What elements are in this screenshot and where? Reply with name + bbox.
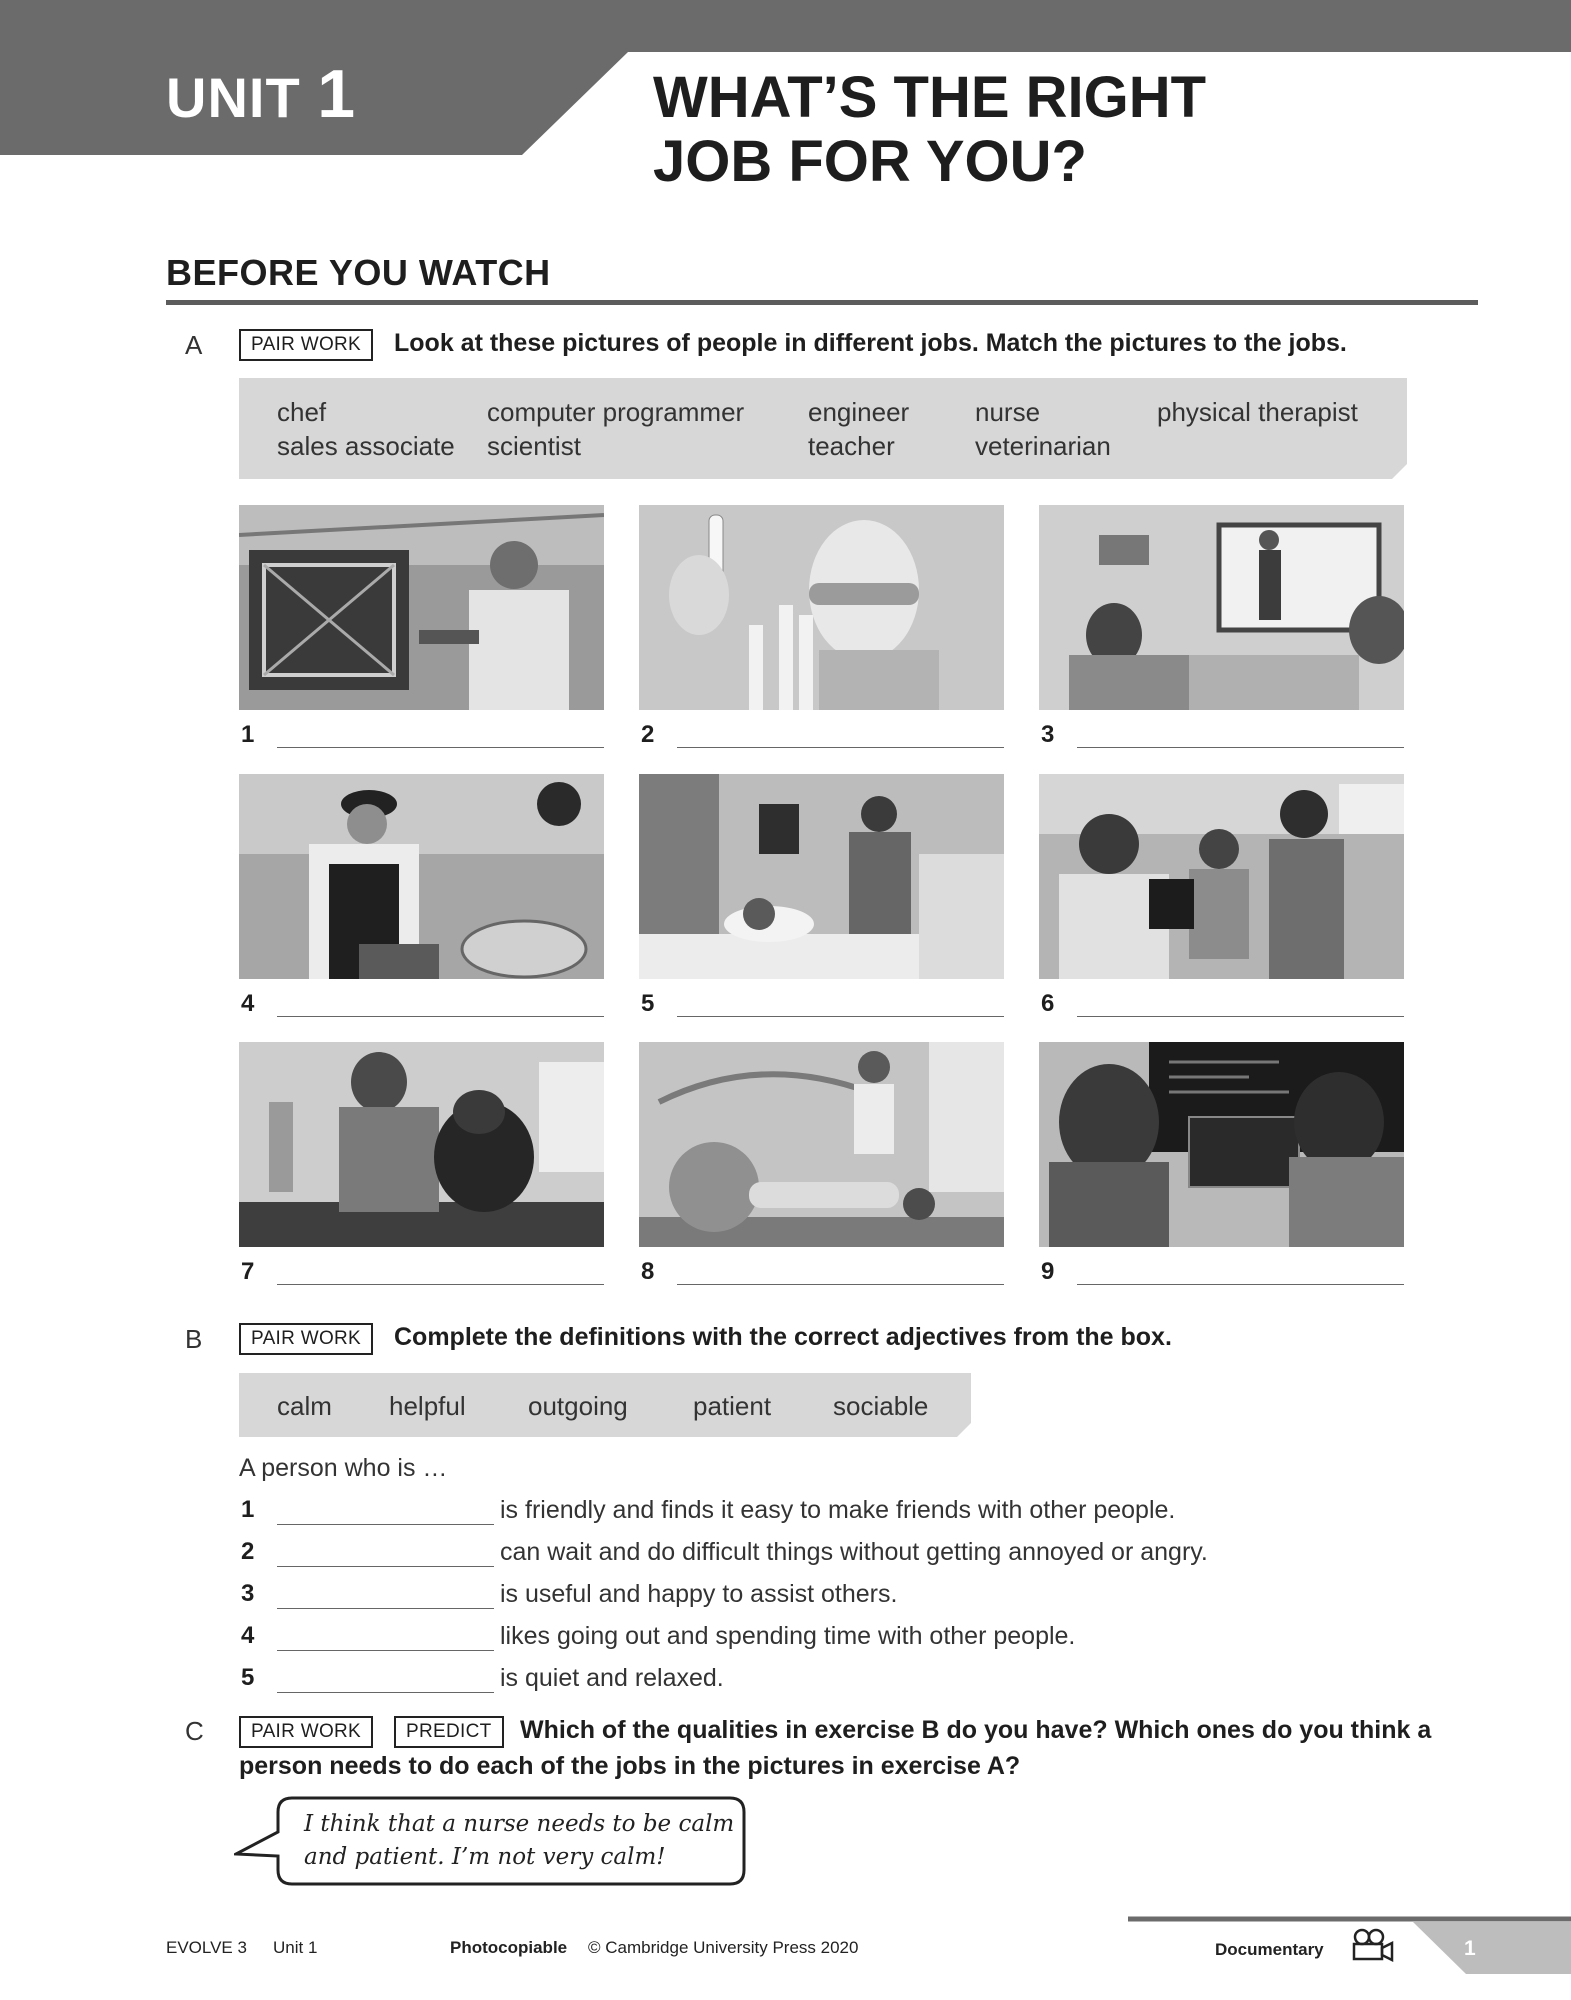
word-box-item: veterinarian [975, 431, 1111, 461]
photo-number: 6 [1041, 990, 1055, 1017]
adjective-outgoing: outgoing [528, 1391, 628, 1421]
speech-bubble-line1: I think that a nurse needs to be calm [304, 1811, 735, 1837]
section-title: BEFORE YOU WATCH [166, 252, 551, 293]
photo-engineer [239, 505, 604, 710]
photo-teacher [1039, 505, 1404, 710]
exercise-a-pair-work-tag: PAIR WORK [239, 329, 373, 361]
photo-number: 4 [241, 990, 255, 1017]
photo-nurse [639, 774, 1004, 979]
page-title-line2: JOB FOR YOU? [653, 129, 1087, 194]
exercise-b-instruction: Complete the definitions with the correct adjectives from the box. [394, 1323, 1172, 1351]
page-number: 1 [1464, 1937, 1476, 1960]
footer-tab [1128, 1914, 1571, 1974]
footer-copyright: © Cambridge University Press 2020 [588, 1938, 859, 1957]
adjective-sociable: sociable [833, 1391, 929, 1421]
answer-line[interactable] [277, 1016, 604, 1017]
exercise-c-pair-work-tag: PAIR WORK [239, 1716, 373, 1748]
exercise-b-letter: B [185, 1324, 203, 1354]
photo-scientist [639, 505, 1004, 710]
adjective-calm: calm [277, 1391, 332, 1421]
photo-number: 3 [1041, 721, 1055, 748]
unit-label [166, 55, 356, 133]
definition-blank[interactable] [277, 1524, 494, 1525]
answer-line[interactable] [677, 747, 1004, 748]
exercise-c-instruction-line1: Which of the qualities in exercise B do you have? Which ones do you think a [520, 1716, 1432, 1744]
unit-number: 1 [317, 56, 357, 132]
footer-category: Documentary [1215, 1940, 1324, 1959]
answer-line[interactable] [1077, 1016, 1404, 1017]
unit-word: UNIT [166, 66, 301, 129]
word-box-item: engineer [808, 397, 910, 427]
photo-number: 1 [241, 721, 255, 748]
definition-number: 5 [241, 1664, 255, 1691]
answer-line[interactable] [1077, 1284, 1404, 1285]
definition-number: 3 [241, 1580, 255, 1607]
footer-photocopiable: Photocopiable [450, 1938, 568, 1957]
photo-number: 9 [1041, 1258, 1055, 1285]
word-box-item: sales associate [277, 431, 455, 461]
page-title-line1: WHAT’S THE RIGHT [653, 65, 1207, 130]
word-box-item: nurse [975, 397, 1041, 427]
answer-line[interactable] [277, 1284, 604, 1285]
definition-blank[interactable] [277, 1650, 494, 1651]
word-box-item: teacher [808, 431, 895, 461]
answer-line[interactable] [277, 747, 604, 748]
page-title [653, 66, 1413, 194]
video-camera-icon [1352, 1928, 1394, 1962]
exercise-b-pair-work-tag: PAIR WORK [239, 1323, 373, 1355]
word-box-item: chef [277, 397, 327, 427]
photo-physical-therapist [639, 1042, 1004, 1247]
adjective-patient: patient [693, 1391, 772, 1421]
exercise-a-word-box [239, 378, 1407, 479]
photo-number: 5 [641, 990, 655, 1017]
photo-sales-associate [1039, 774, 1404, 979]
definition-blank[interactable] [277, 1566, 494, 1567]
definition-text: can wait and do difficult things without getting annoyed or angry. [500, 1538, 1208, 1566]
exercise-c-letter: C [185, 1716, 204, 1746]
photo-computer-programmer [1039, 1042, 1404, 1247]
photo-number: 2 [641, 721, 655, 748]
speech-bubble-line2: and patient. I’m not very calm! [304, 1844, 666, 1870]
definition-number: 4 [241, 1622, 255, 1649]
adjective-helpful: helpful [389, 1391, 466, 1421]
footer-book: EVOLVE 3 [166, 1938, 247, 1957]
definition-text: is friendly and finds it easy to make friends with other people. [500, 1496, 1176, 1524]
definition-lead: A person who is … [239, 1454, 448, 1482]
photo-chef [239, 774, 604, 979]
answer-line[interactable] [677, 1284, 1004, 1285]
definition-text: is useful and happy to assist others. [500, 1580, 898, 1608]
photo-number: 8 [641, 1258, 655, 1285]
definition-text: likes going out and spending time with other people. [500, 1622, 1076, 1650]
footer-unit: Unit 1 [273, 1938, 318, 1957]
definition-blank[interactable] [277, 1692, 494, 1693]
definition-number: 1 [241, 1496, 255, 1523]
exercise-a-letter: A [185, 330, 203, 360]
answer-line[interactable] [1077, 747, 1404, 748]
word-box-item: computer programmer [487, 397, 745, 427]
definition-text: is quiet and relaxed. [500, 1664, 724, 1692]
section-divider [166, 300, 1478, 305]
exercise-a-instruction: Look at these pictures of people in different jobs. Match the pictures to the jobs. [394, 329, 1347, 357]
definition-number: 2 [241, 1538, 255, 1565]
word-box-item: scientist [487, 431, 581, 461]
photo-number: 7 [241, 1258, 255, 1285]
answer-line[interactable] [677, 1016, 1004, 1017]
exercise-c-instruction-line2: person needs to do each of the jobs in the pictures in exercise A? [239, 1752, 1021, 1780]
word-box-item: physical therapist [1157, 397, 1358, 427]
photo-veterinarian [239, 1042, 604, 1247]
exercise-c-predict-tag: PREDICT [394, 1716, 504, 1748]
definition-blank[interactable] [277, 1608, 494, 1609]
